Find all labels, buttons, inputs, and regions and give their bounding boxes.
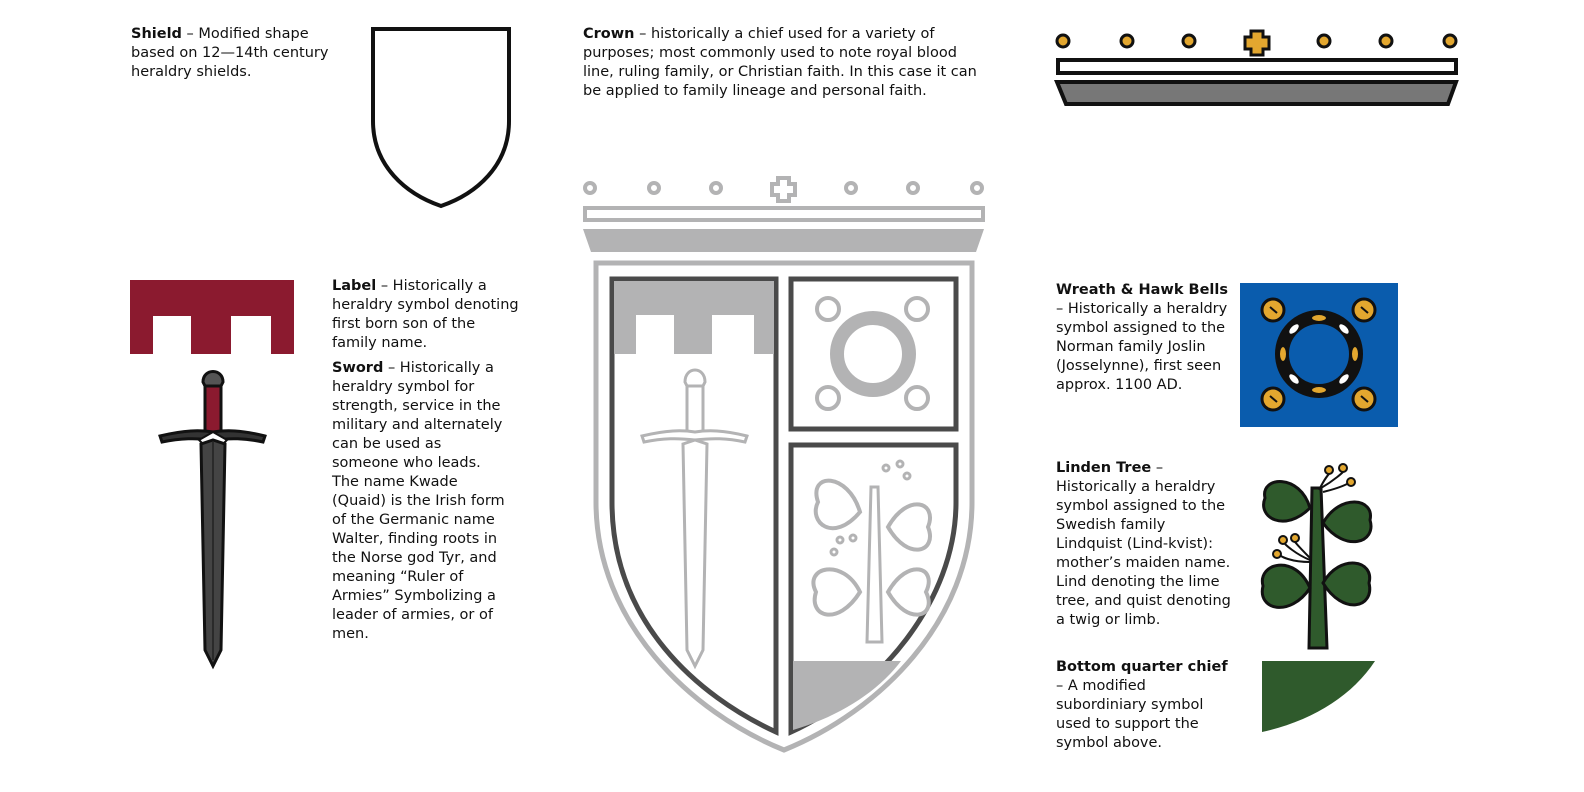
crown-desc: – historically a chief used for a variety of purposes; most commonly used to note royal blood line, ruling family, or Christian faith. In this case it can be applied to family lineage and personal faith. [583,26,977,99]
linden-desc: – Historically a heraldry symbol assigned to the Swedish family Lindquist (Lind-kvist): mother’s maiden name. Lind denoting the lime tree, and quist denoting a twig or limb. [1056,460,1231,628]
sword-icon [155,360,270,672]
linden-tree-icon [1255,458,1385,652]
shield-outline-icon [368,26,514,210]
composite-crest-icon [578,172,992,760]
bottom-chief-caption [1056,658,1236,753]
shield-caption [131,25,331,82]
sword-desc: – Historically a heraldry symbol for strength, service in the military and alternately can be used as someone who leads. The name Kwade (Quaid) is the Irish form of the Germanic name Walter, finding roots in the Norse god Tyr, and meaning “Ruler of Armies” Symbolizing a leader of armies, or of men. [332,360,505,642]
wreath-hawk-bells-icon [1240,283,1398,427]
bottom-quarter-chief-icon [1262,661,1376,733]
wreath-desc: – Historically a heraldry symbol assigned to the Norman family Joslin (Josselynne), first seen approx. 1100 AD. [1056,301,1228,393]
wreath-caption [1056,281,1236,395]
shield-desc: – Modified shape based on 12—14th century heraldry shields. [131,26,329,80]
linden-term: Linden Tree [1056,460,1152,476]
shield-term: Shield [131,26,182,42]
wreath-term: Wreath & Hawk Bells [1056,282,1228,298]
label-desc: – Historically a heraldry symbol denoting first born son of the family name. [332,278,519,351]
sword-term: Sword [332,360,384,376]
linden-caption [1056,459,1236,630]
crown-icon [1050,26,1464,110]
label-icon [130,280,295,355]
crown-caption [583,25,988,101]
sword-caption [332,359,512,644]
bottom-chief-term: Bottom quarter chief [1056,659,1228,675]
label-term: Label [332,278,377,294]
label-caption [332,277,522,353]
crown-term: Crown [583,26,635,42]
bottom-chief-desc: – A modified subordiniary symbol used to support the symbol above. [1056,678,1204,751]
